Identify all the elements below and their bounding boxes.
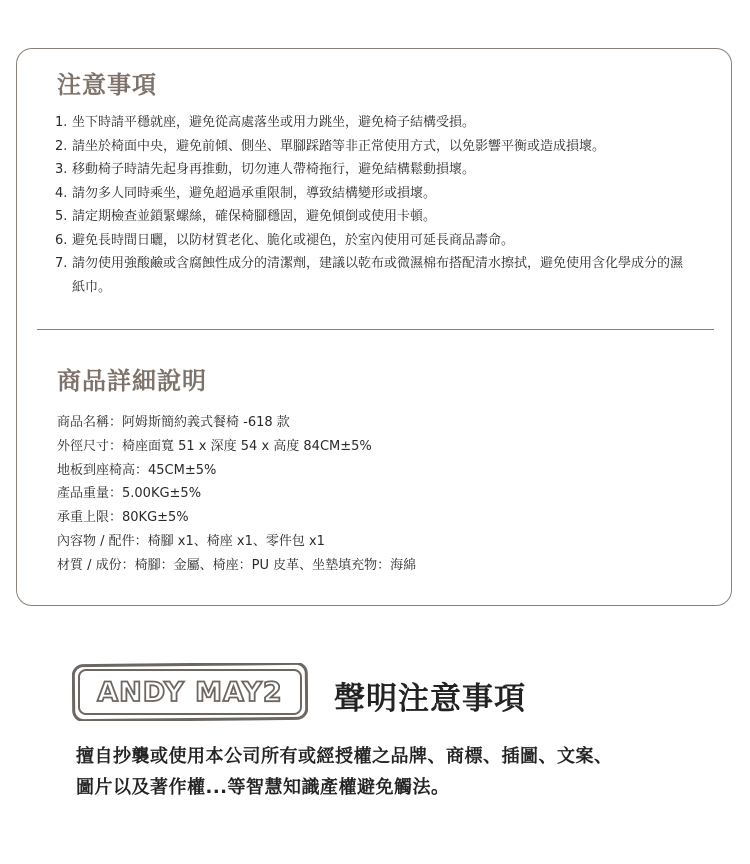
info-card [16,48,732,606]
detail-row: 商品名稱：阿姆斯簡約義式餐椅 -618 款 [57,415,290,430]
list-item-text: 請坐於椅面中央，避免前傾、側坐、單腳踩踏等非正常使用方式，以免影響平衡或造成損壞。 [72,138,606,154]
list-item-number: 2. [55,138,68,154]
list-item-number: 5. [55,209,68,224]
list-item-text: 請勿使用強酸鹼或含腐蝕性成分的清潔劑，建議以乾布或微濕棉布搭配清水擦拭，避免使用含化學成分的濕紙巾。 [72,256,684,295]
disclaimer-line: 圖片以及著作權...等智慧知識產權避免觸法。 [76,777,450,798]
list-item-number: 4. [55,185,68,201]
detail-row: 內容物 / 配件：椅腳 x1、椅座 x1、零件包 x1 [57,533,325,549]
list-item [55,111,695,135]
disclaimer-title: 聲明注意事項 [334,681,526,717]
list-item-text: 坐下時請平穩就座，避免從高處落坐或用力跳坐，避免椅子結構受損。 [72,115,476,130]
andy-may2-logo [72,663,308,721]
list-item-number: 7. [55,256,68,271]
notes-list [55,111,695,299]
details-list [57,411,416,578]
disclaimer-line: 擅自抄襲或使用本公司所有或經授權之品牌、商標、插圖、文案、 [76,746,613,767]
details-title: 商品詳細說明 [57,367,207,395]
disclaimer-text [76,741,676,803]
list-item [55,229,695,253]
list-item-number: 6. [55,232,68,248]
list-item-number: 1. [55,115,68,130]
list-item-text: 移動椅子時請先起身再推動，切勿連人帶椅拖行，避免結構鬆動損壞。 [72,162,476,177]
detail-row: 地板到座椅高：45CM±5% [57,462,217,478]
logo-wordmark: ANDY MAY2 [97,677,283,708]
list-item [55,158,695,182]
detail-row: 外徑尺寸：椅座面寬 51 x 深度 54 x 高度 84CM±5% [57,438,372,454]
list-item [55,135,695,159]
list-item [55,252,695,299]
detail-row: 材質 / 成份：椅腳：金屬、椅座：PU 皮革、坐墊填充物：海綿 [57,557,417,573]
list-item-text: 請定期檢查並鎖緊螺絲，確保椅腳穩固，避免傾倒或使用卡頓。 [72,209,437,224]
list-item [55,205,695,229]
section-divider [37,329,714,330]
detail-row: 承重上限：80KG±5% [57,510,189,526]
list-item-text: 避免長時間日曬，以防材質老化、脆化或褪色，於室內使用可延長商品壽命。 [72,232,515,248]
notes-title: 注意事項 [57,71,157,99]
list-item [55,182,695,206]
list-item-number: 3. [55,162,68,177]
detail-row: 產品重量：5.00KG±5% [57,486,202,502]
list-item-text: 請勿多人同時乘坐，避免超過承重限制，導致結構變形或損壞。 [72,185,437,201]
